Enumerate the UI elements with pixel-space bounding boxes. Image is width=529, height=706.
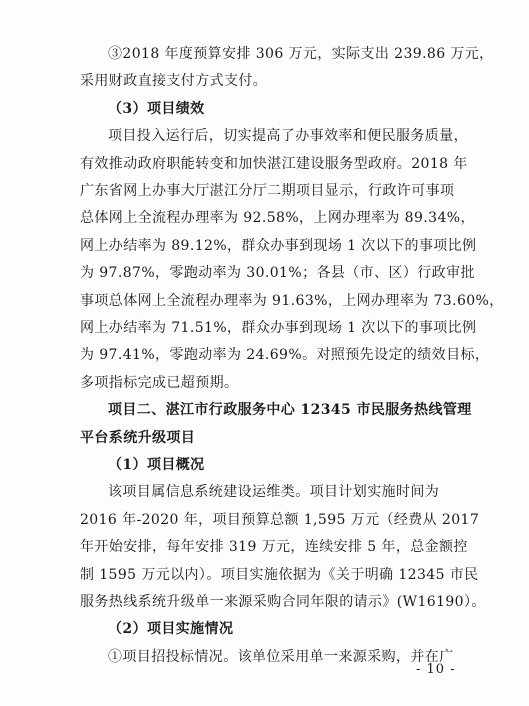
paragraph-line: 有效推动政府职能转变和加快湛江建设服务型政府。2018 年 xyxy=(80,155,468,172)
paragraph-line: 网上办结率为 89.12%，群众办事到现场 1 次以下的事项比例 xyxy=(80,237,477,254)
paragraph-line: 总体网上全流程办理率为 92.58%，上网办理率为 89.34%， xyxy=(80,210,475,227)
paragraph-line: 广东省网上办事大厅湛江分厅二期项目显示，行政许可事项 xyxy=(80,183,455,199)
section-heading: （3）项目绩效 xyxy=(108,100,205,117)
paragraph-line: 项目投入运行后，切实提高了办事效率和便民服务质量， xyxy=(108,128,468,145)
project-heading: 平台系统升级项目 xyxy=(80,429,196,446)
paragraph-line: 为 97.41%，零跑动率为 24.69%。对照预先设定的绩效目标， xyxy=(80,347,490,364)
paragraph-line: 事项总体网上全流程办理率为 91.63%，上网办理率为 73.60%， xyxy=(80,292,504,309)
section-heading: （2）项目实施情况 xyxy=(108,621,234,638)
paragraph-line: 该项目属信息系统建设运维类。项目计划实施时间为 xyxy=(108,484,440,501)
section-heading: （1）项目概况 xyxy=(108,457,205,473)
paragraph-line: 制 1595 万元以内）。项目实施依据为《关于明确 12345 市民 xyxy=(80,566,479,583)
paragraph-line: 为 97.87%，零跑动率为 30.01%；各县（市、区）行政审批 xyxy=(80,265,475,282)
paragraph-line: 服务热线系统升级单一来源采购合同年限的请示》(W16190）。 xyxy=(80,594,486,610)
paragraph-line: ①项目招投标情况。该单位采用单一来源采购，并在广 xyxy=(108,648,454,665)
paragraph-line: 多项指标完成已超预期。 xyxy=(80,374,239,391)
paragraph-line: 网上办结率为 71.51%，群众办事到现场 1 次以下的事项比例 xyxy=(80,320,477,336)
page-number: - 10 - xyxy=(416,662,456,678)
project-heading: 项目二、湛江市行政服务中心 12345 市民服务热线管理 xyxy=(108,402,472,419)
paragraph-line: 年开始安排，每年安排 319 万元，连续安排 5 年，总金额控 xyxy=(80,539,468,556)
paragraph-line: 采用财政直接支付方式支付。 xyxy=(80,73,268,90)
paragraph-line: ③2018 年度预算安排 306 万元，实际支出 239.86 万元， xyxy=(108,46,494,62)
paragraph-line: 2016 年-2020 年，项目预算总额 1,595 万元（经费从 2017 xyxy=(80,511,480,528)
